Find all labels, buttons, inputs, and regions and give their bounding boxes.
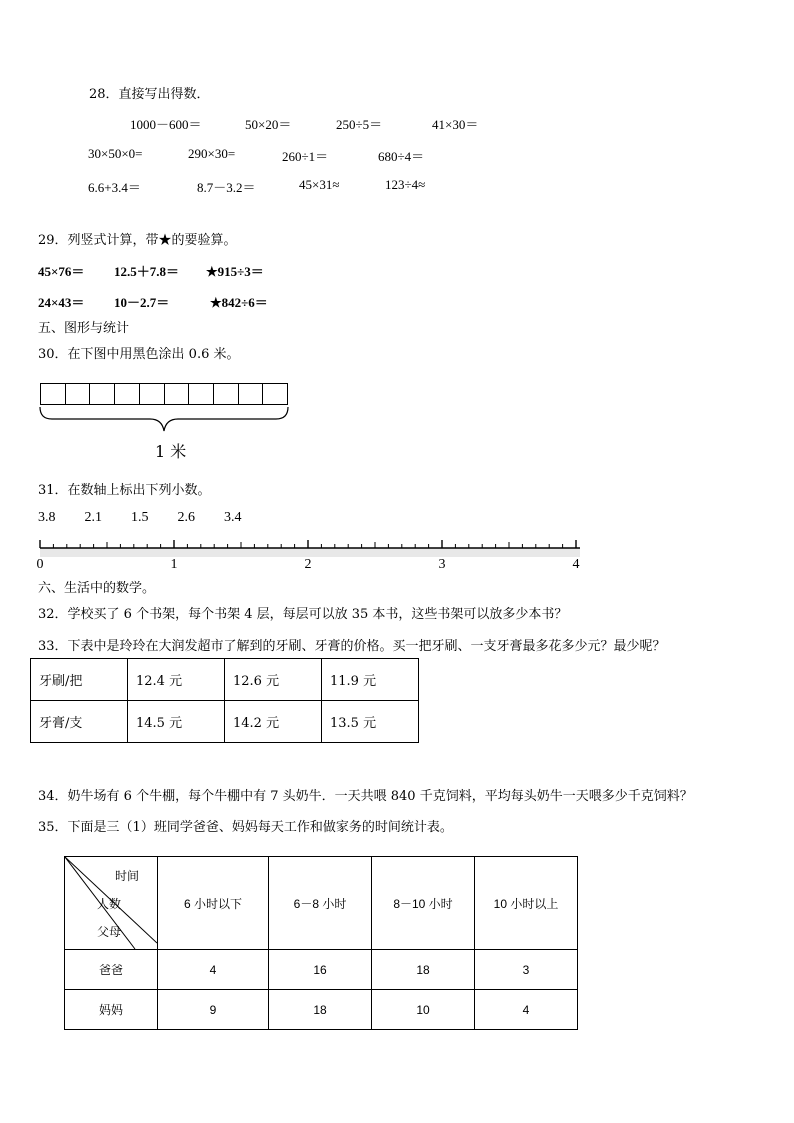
table-cell: 12.4 元 [128,659,225,701]
table-cell: 4 [158,950,269,990]
table-header-row [65,857,578,950]
q28-expr: 50×20＝ [245,117,292,132]
table-cell: 4 [475,990,578,1030]
q29-expr: 45×76＝ [38,264,85,279]
strip-cell[interactable] [115,384,140,404]
strip-cell[interactable] [239,384,264,404]
number-line-label: 2 [304,557,312,572]
q28-expr: 6.6+3.4＝ [88,180,141,195]
row-label: 爸爸 [65,950,158,990]
number-line-band [40,548,580,557]
q29-expr: ★842÷6＝ [210,295,268,310]
number-line-label: 3 [438,557,446,572]
q28-expr: 123÷4≈ [385,177,426,192]
row-label: 妈妈 [65,990,158,1030]
section-heading: 六、生活中的数学。 [38,581,156,596]
column-header: 10 小时以上 [475,857,578,950]
decimal-value: 1.5 [131,510,149,525]
corner-label: 父母 [97,925,122,939]
meter-strip[interactable] [40,383,288,405]
q28-expr: 250÷5＝ [336,117,383,132]
table-cell: 9 [158,990,269,1030]
q29-title: 29．列竖式计算，带★的要验算。 [38,233,237,248]
corner-header [65,857,158,950]
corner-label: 人数 [97,897,122,911]
q28-expr: 290×30= [188,146,236,161]
strip-cell[interactable] [214,384,239,404]
table-row [31,701,419,743]
number-line[interactable] [36,538,586,572]
column-header: 8－10 小时 [372,857,475,950]
table-cell: 13.5 元 [322,701,419,743]
q29-expr: ★915÷3＝ [206,264,264,279]
brace [38,405,290,435]
q31-title: 31．在数轴上标出下列小数。 [38,483,211,498]
strip-cell[interactable] [263,384,287,404]
q30-title: 30．在下图中用黑色涂出 0.6 米。 [38,347,240,362]
table-row [65,990,578,1030]
table-cell: 18 [269,990,372,1030]
table-cell: 牙刷/把 [31,659,128,701]
q29-expr: 10－2.7＝ [114,295,170,310]
q28-expr: 680÷4＝ [378,149,425,164]
q35-title: 35．下面是三（1）班同学爸爸、妈妈每天工作和做家务的时间统计表。 [38,820,453,835]
number-line-label: 1 [170,557,178,572]
strip-cell[interactable] [90,384,115,404]
number-line-label: 4 [572,557,580,572]
table-cell: 11.9 元 [322,659,419,701]
q28-expr: 30×50×0= [88,146,143,161]
strip-cell[interactable] [140,384,165,404]
table-cell: 14.5 元 [128,701,225,743]
q28-expr: 1000－600＝ [130,117,202,132]
q29-expr: 24×43＝ [38,295,85,310]
q29-expr: 12.5＋7.8＝ [114,264,180,279]
q33-title: 33．下表中是玲玲在大润发超市了解到的牙刷、牙膏的价格。买一把牙刷、一支牙膏最多花多少元？最少呢？ [38,639,666,654]
column-header: 6 小时以下 [158,857,269,950]
table-cell: 牙膏/支 [31,701,128,743]
decimal-value: 2.1 [84,510,102,525]
price-table [30,658,419,743]
table-cell: 18 [372,950,475,990]
column-header: 6－8 小时 [269,857,372,950]
decimal-list [38,510,242,526]
stats-table [64,856,578,1030]
section-heading: 五、图形与统计 [38,321,130,336]
brace-label: 1 米 [155,442,187,461]
decimal-value: 3.8 [38,510,56,525]
table-cell: 3 [475,950,578,990]
q28-expr: 260÷1＝ [282,149,329,164]
q32-text: 32．学校买了 6 个书架，每个书架 4 层，每层可以放 35 本书，这些书架可以放多少本书？ [38,607,568,622]
strip-cell[interactable] [165,384,190,404]
table-cell: 16 [269,950,372,990]
q34-text: 34．奶牛场有 6 个牛棚，每个牛棚中有 7 头奶牛．一天共喂 840 千克饲料，平均每头奶牛一天喂多少千克饲料？ [38,789,693,804]
decimal-value: 3.4 [224,510,242,525]
q28-expr: 8.7－3.2＝ [197,180,256,195]
strip-cell[interactable] [66,384,91,404]
table-cell: 10 [372,990,475,1030]
strip-cell[interactable] [41,384,66,404]
q28-title: 28．直接写出得数． [89,87,210,102]
number-line-label: 0 [36,557,44,572]
corner-label: 时间 [115,869,140,883]
q28-expr: 45×31≈ [299,177,340,192]
table-cell: 14.2 元 [225,701,322,743]
table-cell: 12.6 元 [225,659,322,701]
table-row [65,950,578,990]
strip-cell[interactable] [189,384,214,404]
table-row [31,659,419,701]
decimal-value: 2.6 [177,510,195,525]
q28-expr: 41×30＝ [432,117,479,132]
